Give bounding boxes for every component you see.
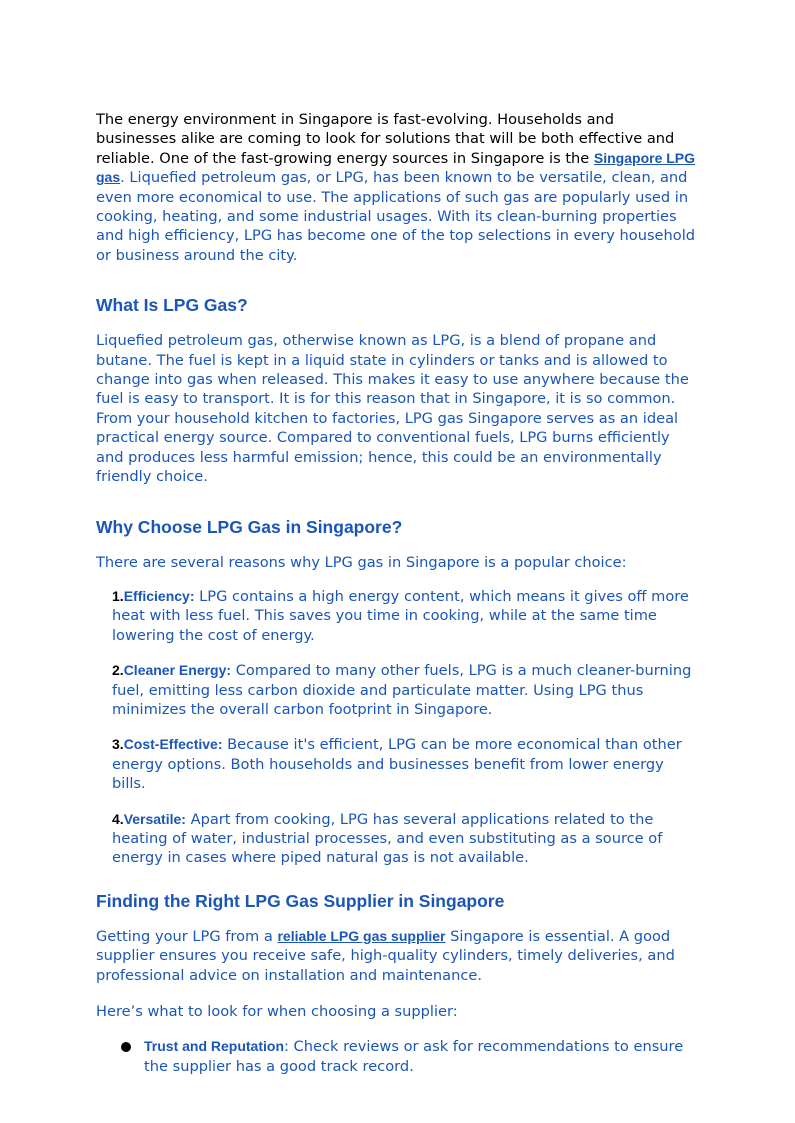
heading-finding-supplier: Finding the Right LPG Gas Supplier in Singapore — [96, 890, 505, 911]
list-text: Compared to many other fuels, LPG is a much cleaner-burning fuel, emitting less carbon dioxide and particulate matter. Using LPG thus minimizes the overall carbon footprint in Singapore. — [112, 662, 692, 718]
document-page — [96, 110, 696, 1076]
bullet-text: : Check reviews or ask for recommendations to ensure the supplier has a good track record. — [144, 1038, 684, 1075]
intro-rest-text: . Liquefied petroleum gas, or LPG, has been known to be versatile, clean, and even more economical to use. The applications of such gas are popularly used in cooking, heating, and some industrial usages. With its clean-burning properties and high efficiency, LPG has become one of the top selections in every household or business around the city. — [96, 169, 696, 264]
bullet-dot-icon — [121, 1042, 131, 1052]
intro-black-text: The energy environment in Singapore is fast-evolving. Households and businesses alike are coming to look for solutions that will be both effective and reliable. One of the fast-growing energy sources in Singapore is the — [96, 111, 675, 167]
bullet-item-trust — [96, 1037, 696, 1076]
supplier-text-post: Singapore is essential. A good supplier ensures you receive safe, high-quality cylinders, timely deliveries, and professional advice on installation and maintenance. — [96, 927, 675, 984]
heading-what-is-lpg: What Is LPG Gas? — [96, 295, 248, 316]
list-number: 3. — [112, 736, 124, 753]
intro-paragraph — [96, 110, 696, 265]
list-item-versatile — [96, 810, 696, 868]
list-label: Cost-Effective: — [123, 736, 223, 753]
list-label: Versatile: — [123, 810, 186, 827]
list-item-cleaner-energy — [96, 661, 696, 719]
list-label: Efficiency: — [123, 587, 195, 604]
why-choose-intro: There are several reasons why LPG gas in Singapore is a popular choice: — [96, 553, 627, 571]
heading-why-choose: Why Choose LPG Gas in Singapore? — [96, 516, 403, 537]
list-text: LPG contains a high energy content, which means it gives off more heat with less fuel. This saves you time in cooking, while at the same time lowering the cost of energy. — [112, 587, 689, 644]
list-number: 1. — [112, 587, 124, 604]
list-number: 4. — [112, 810, 124, 827]
finding-supplier-paragraph — [96, 927, 696, 985]
list-item-cost-effective — [96, 735, 696, 793]
reliable-supplier-link[interactable]: reliable LPG gas supplier — [277, 927, 446, 944]
supplier-text-pre: Getting your LPG from a — [96, 927, 278, 945]
list-text: Apart from cooking, LPG has several applications related to the heating of water, industrial processes, and even substituting as a source of energy in cases where piped natural gas is not available. — [112, 810, 663, 867]
list-item-efficiency — [96, 587, 696, 645]
look-for-text: Here’s what to look for when choosing a supplier: — [96, 1003, 458, 1020]
what-is-lpg-paragraph: Liquefied petroleum gas, otherwise known as LPG, is a blend of propane and butane. The fuel is kept in a liquid state in cylinders or tanks and is allowed to change into gas when released. This makes it easy to use anywhere because the fuel is easy to transport. It is for this reason that in Singapore, it is so common. From your household kitchen to factories, LPG gas Singapore serves as an ideal practical energy source. Compared to conventional fuels, LPG burns efficiently and produces less harmful emission; hence, this could be an environmentally friendly choice. — [96, 332, 689, 486]
list-number: 2. — [112, 662, 124, 679]
list-label: Cleaner Energy: — [123, 662, 232, 679]
singapore-lpg-gas-link[interactable]: Singapore LPG gas — [96, 149, 696, 186]
list-text: Because it's efficient, LPG can be more economical than other energy options. Both households and businesses benefit from lower energy bills. — [112, 736, 682, 793]
bullet-label: Trust and Reputation — [144, 1038, 284, 1055]
